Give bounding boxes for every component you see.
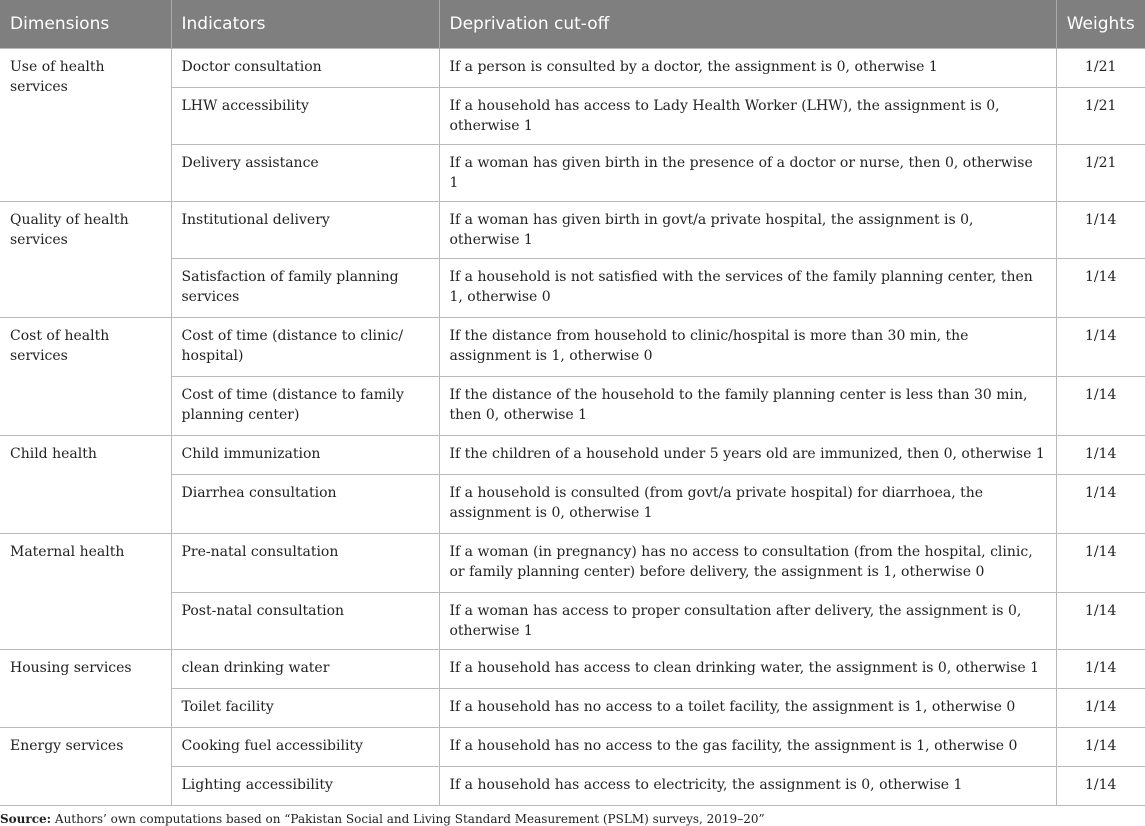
- indicator-cell: Institutional delivery: [171, 202, 439, 259]
- indicator-cell: Delivery assistance: [171, 145, 439, 202]
- weight-cell: 1/14: [1056, 767, 1145, 806]
- table-row: [0, 593, 1145, 650]
- indicator-cell: Post-natal consultation: [171, 593, 439, 650]
- cutoff-cell: If a household has access to electricity, the assignment is 0, otherwise 1: [439, 767, 1056, 806]
- weight-cell: 1/14: [1056, 377, 1145, 436]
- weight-cell: 1/14: [1056, 728, 1145, 767]
- table-row: [0, 377, 1145, 436]
- dimension-cell: Maternal health: [0, 534, 171, 650]
- dimension-cell: Child health: [0, 436, 171, 534]
- cutoff-cell: If a woman has access to proper consultation after delivery, the assignment is 0, otherwise 1: [439, 593, 1056, 650]
- table-row: [0, 88, 1145, 145]
- cutoff-cell: If the distance from household to clinic/hospital is more than 30 min, the assignment is 1, otherwise 0: [439, 318, 1056, 377]
- cutoff-cell: If a woman has given birth in govt/a private hospital, the assignment is 0, otherwise 1: [439, 202, 1056, 259]
- source-note: [0, 806, 1145, 826]
- source-label: Source:: [0, 812, 52, 826]
- source-text: Authors’ own computations based on “Pakistan Social and Living Standard Measurement (PSLM) surveys, 2019–20”: [51, 812, 765, 826]
- indicator-cell: Lighting accessibility: [171, 767, 439, 806]
- table-row: [0, 728, 1145, 767]
- table-row: [0, 202, 1145, 259]
- table-row: [0, 259, 1145, 318]
- table-row: [0, 318, 1145, 377]
- table-row: [0, 436, 1145, 475]
- weight-cell: 1/14: [1056, 202, 1145, 259]
- weight-cell: 1/14: [1056, 475, 1145, 534]
- weight-cell: 1/14: [1056, 436, 1145, 475]
- weight-cell: 1/14: [1056, 534, 1145, 593]
- cutoff-cell: If a person is consulted by a doctor, the assignment is 0, otherwise 1: [439, 49, 1056, 88]
- indicator-cell: Child immunization: [171, 436, 439, 475]
- indicator-cell: Cooking fuel accessibility: [171, 728, 439, 767]
- dimension-cell: Housing services: [0, 650, 171, 728]
- dimension-cell: Energy services: [0, 728, 171, 806]
- dimension-cell: Quality of health services: [0, 202, 171, 318]
- weight-cell: 1/14: [1056, 650, 1145, 689]
- table-body: [0, 49, 1145, 806]
- cutoff-cell: If a household has no access to a toilet facility, the assignment is 1, otherwise 0: [439, 689, 1056, 728]
- cutoff-cell: If a household is not satisfied with the services of the family planning center, then 1, otherwise 0: [439, 259, 1056, 318]
- weight-cell: 1/14: [1056, 689, 1145, 728]
- dimension-cell: Cost of health services: [0, 318, 171, 436]
- cutoff-cell: If a household has access to clean drinking water, the assignment is 0, otherwise 1: [439, 650, 1056, 689]
- weight-cell: 1/14: [1056, 593, 1145, 650]
- cutoff-cell: If the children of a household under 5 years old are immunized, then 0, otherwise 1: [439, 436, 1056, 475]
- cutoff-cell: If the distance of the household to the family planning center is less than 30 min, then 0, otherwise 1: [439, 377, 1056, 436]
- cutoff-cell: If a household is consulted (from govt/a private hospital) for diarrhoea, the assignment is 0, otherwise 1: [439, 475, 1056, 534]
- indicator-cell: LHW accessibility: [171, 88, 439, 145]
- weight-cell: 1/14: [1056, 318, 1145, 377]
- header-dimensions: Dimensions: [0, 0, 171, 49]
- cutoff-cell: If a woman has given birth in the presence of a doctor or nurse, then 0, otherwise 1: [439, 145, 1056, 202]
- cutoff-cell: If a woman (in pregnancy) has no access to consultation (from the hospital, clinic, or family planning center) before delivery, the assignment is 1, otherwise 0: [439, 534, 1056, 593]
- table-row: [0, 767, 1145, 806]
- cutoff-cell: If a household has no access to the gas facility, the assignment is 1, otherwise 0: [439, 728, 1056, 767]
- weight-cell: 1/21: [1056, 88, 1145, 145]
- indicator-cell: clean drinking water: [171, 650, 439, 689]
- indicator-cell: Cost of time (distance to family planning center): [171, 377, 439, 436]
- weight-cell: 1/21: [1056, 49, 1145, 88]
- indicator-cell: Toilet facility: [171, 689, 439, 728]
- table-row: [0, 689, 1145, 728]
- indicator-cell: Diarrhea consultation: [171, 475, 439, 534]
- table-row: [0, 49, 1145, 88]
- table-header: [0, 0, 1145, 49]
- cutoff-cell: If a household has access to Lady Health Worker (LHW), the assignment is 0, otherwise 1: [439, 88, 1056, 145]
- indicator-cell: Pre-natal consultation: [171, 534, 439, 593]
- table-row: [0, 145, 1145, 202]
- table-row: [0, 475, 1145, 534]
- indicator-cell: Doctor consultation: [171, 49, 439, 88]
- table-row: [0, 650, 1145, 689]
- header-cutoff: Deprivation cut-off: [439, 0, 1056, 49]
- header-weights: Weights: [1056, 0, 1145, 49]
- dimension-cell: Use of health services: [0, 49, 171, 202]
- indicator-cell: Satisfaction of family planning services: [171, 259, 439, 318]
- indicator-cell: Cost of time (distance to clinic/ hospital): [171, 318, 439, 377]
- table-row: [0, 534, 1145, 593]
- weight-cell: 1/14: [1056, 259, 1145, 318]
- header-indicators: Indicators: [171, 0, 439, 49]
- weight-cell: 1/21: [1056, 145, 1145, 202]
